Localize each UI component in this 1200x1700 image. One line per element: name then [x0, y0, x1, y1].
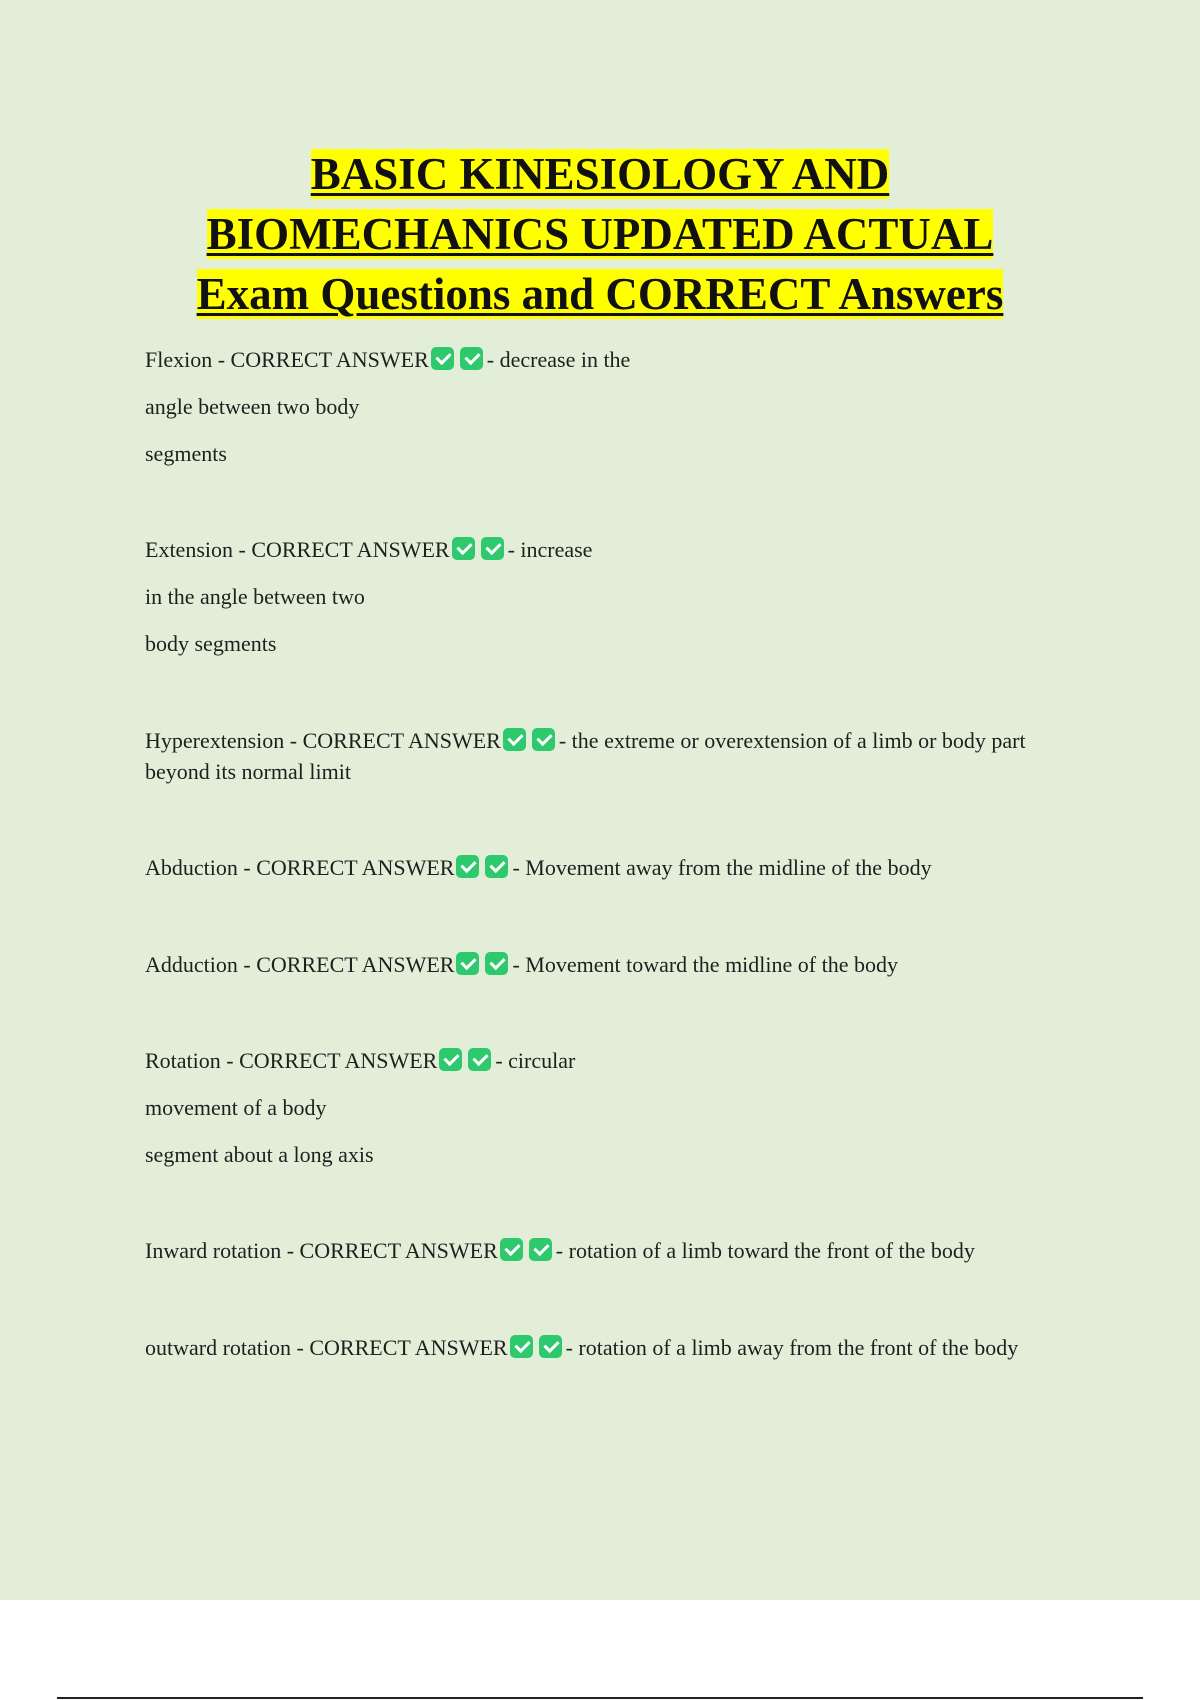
- qa-item-inward-rotation: [145, 1235, 1080, 1266]
- title-line-1: BASIC KINESIOLOGY AND: [310, 149, 890, 199]
- check-box-icon: [500, 1238, 523, 1261]
- qa-item-abduction: [145, 852, 1080, 883]
- check-box-icon: [460, 347, 483, 370]
- term: Adduction: [145, 952, 238, 977]
- answer-text: - Movement away from the midline of the body: [512, 855, 932, 880]
- check-box-icon: [485, 952, 508, 975]
- term: Inward rotation: [145, 1238, 282, 1263]
- correct-answer-marker: - CORRECT ANSWER: [284, 728, 501, 753]
- check-box-icon: [529, 1238, 552, 1261]
- check-box-icon: [456, 952, 479, 975]
- check-box-icon: [510, 1335, 533, 1358]
- term: outward rotation: [145, 1335, 292, 1360]
- answer-text: angle between two body: [145, 394, 360, 419]
- qa-item-rotation: [145, 1037, 575, 1178]
- answer-text: - rotation of a limb away from the front of the body: [565, 1335, 1019, 1360]
- check-box-icon: [456, 855, 479, 878]
- qa-item-outward-rotation: [145, 1332, 1080, 1363]
- check-box-icon: [481, 537, 504, 560]
- qa-first-line: [145, 1037, 575, 1084]
- term: Abduction: [145, 855, 238, 880]
- term: Flexion: [145, 347, 213, 372]
- answer-text: movement of a body: [145, 1095, 327, 1120]
- qa-item-hyperextension: [145, 725, 1080, 787]
- check-box-icon: [503, 728, 526, 751]
- qa-first-line: [145, 336, 630, 383]
- answer-text: - Movement toward the midline of the body: [512, 952, 898, 977]
- term: Extension: [145, 537, 233, 562]
- answer-text: segments: [145, 441, 227, 466]
- qa-item-adduction: [145, 949, 1080, 980]
- check-box-icon: [439, 1048, 462, 1071]
- qa-item-flexion: [145, 336, 630, 477]
- title-line-2: BIOMECHANICS UPDATED ACTUAL: [206, 209, 994, 259]
- check-box-icon: [485, 855, 508, 878]
- check-box-icon: [468, 1048, 491, 1071]
- answer-text: body segments: [145, 631, 277, 656]
- correct-answer-marker: - CORRECT ANSWER: [237, 952, 455, 977]
- check-box-icon: [431, 347, 454, 370]
- term: Hyperextension: [145, 728, 285, 753]
- document-title: [100, 144, 1100, 324]
- correct-answer-marker: - CORRECT ANSWER: [220, 1048, 438, 1073]
- answer-text: - rotation of a limb toward the front of the body: [555, 1238, 975, 1263]
- answer-text: - decrease in the: [486, 347, 631, 372]
- qa-item-extension: [145, 526, 592, 667]
- correct-answer-marker: - CORRECT ANSWER: [237, 855, 455, 880]
- check-box-icon: [539, 1335, 562, 1358]
- answer-text: - increase: [507, 537, 593, 562]
- check-box-icon: [452, 537, 475, 560]
- term: Rotation: [145, 1048, 221, 1073]
- answer-text: - circular: [495, 1048, 576, 1073]
- check-box-icon: [532, 728, 555, 751]
- footer-divider: [57, 1697, 1143, 1699]
- title-line-3: Exam Questions and CORRECT Answers: [196, 269, 1004, 319]
- answer-text: segment about a long axis: [145, 1142, 374, 1167]
- answer-text: in the angle between two: [145, 584, 365, 609]
- answer-text: - the extreme or overextension of a limb or body part beyond its normal limit: [145, 728, 1026, 784]
- qa-first-line: [145, 526, 592, 573]
- correct-answer-marker: - CORRECT ANSWER: [212, 347, 429, 372]
- correct-answer-marker: - CORRECT ANSWER: [291, 1335, 508, 1360]
- correct-answer-marker: - CORRECT ANSWER: [281, 1238, 498, 1263]
- correct-answer-marker: - CORRECT ANSWER: [233, 537, 450, 562]
